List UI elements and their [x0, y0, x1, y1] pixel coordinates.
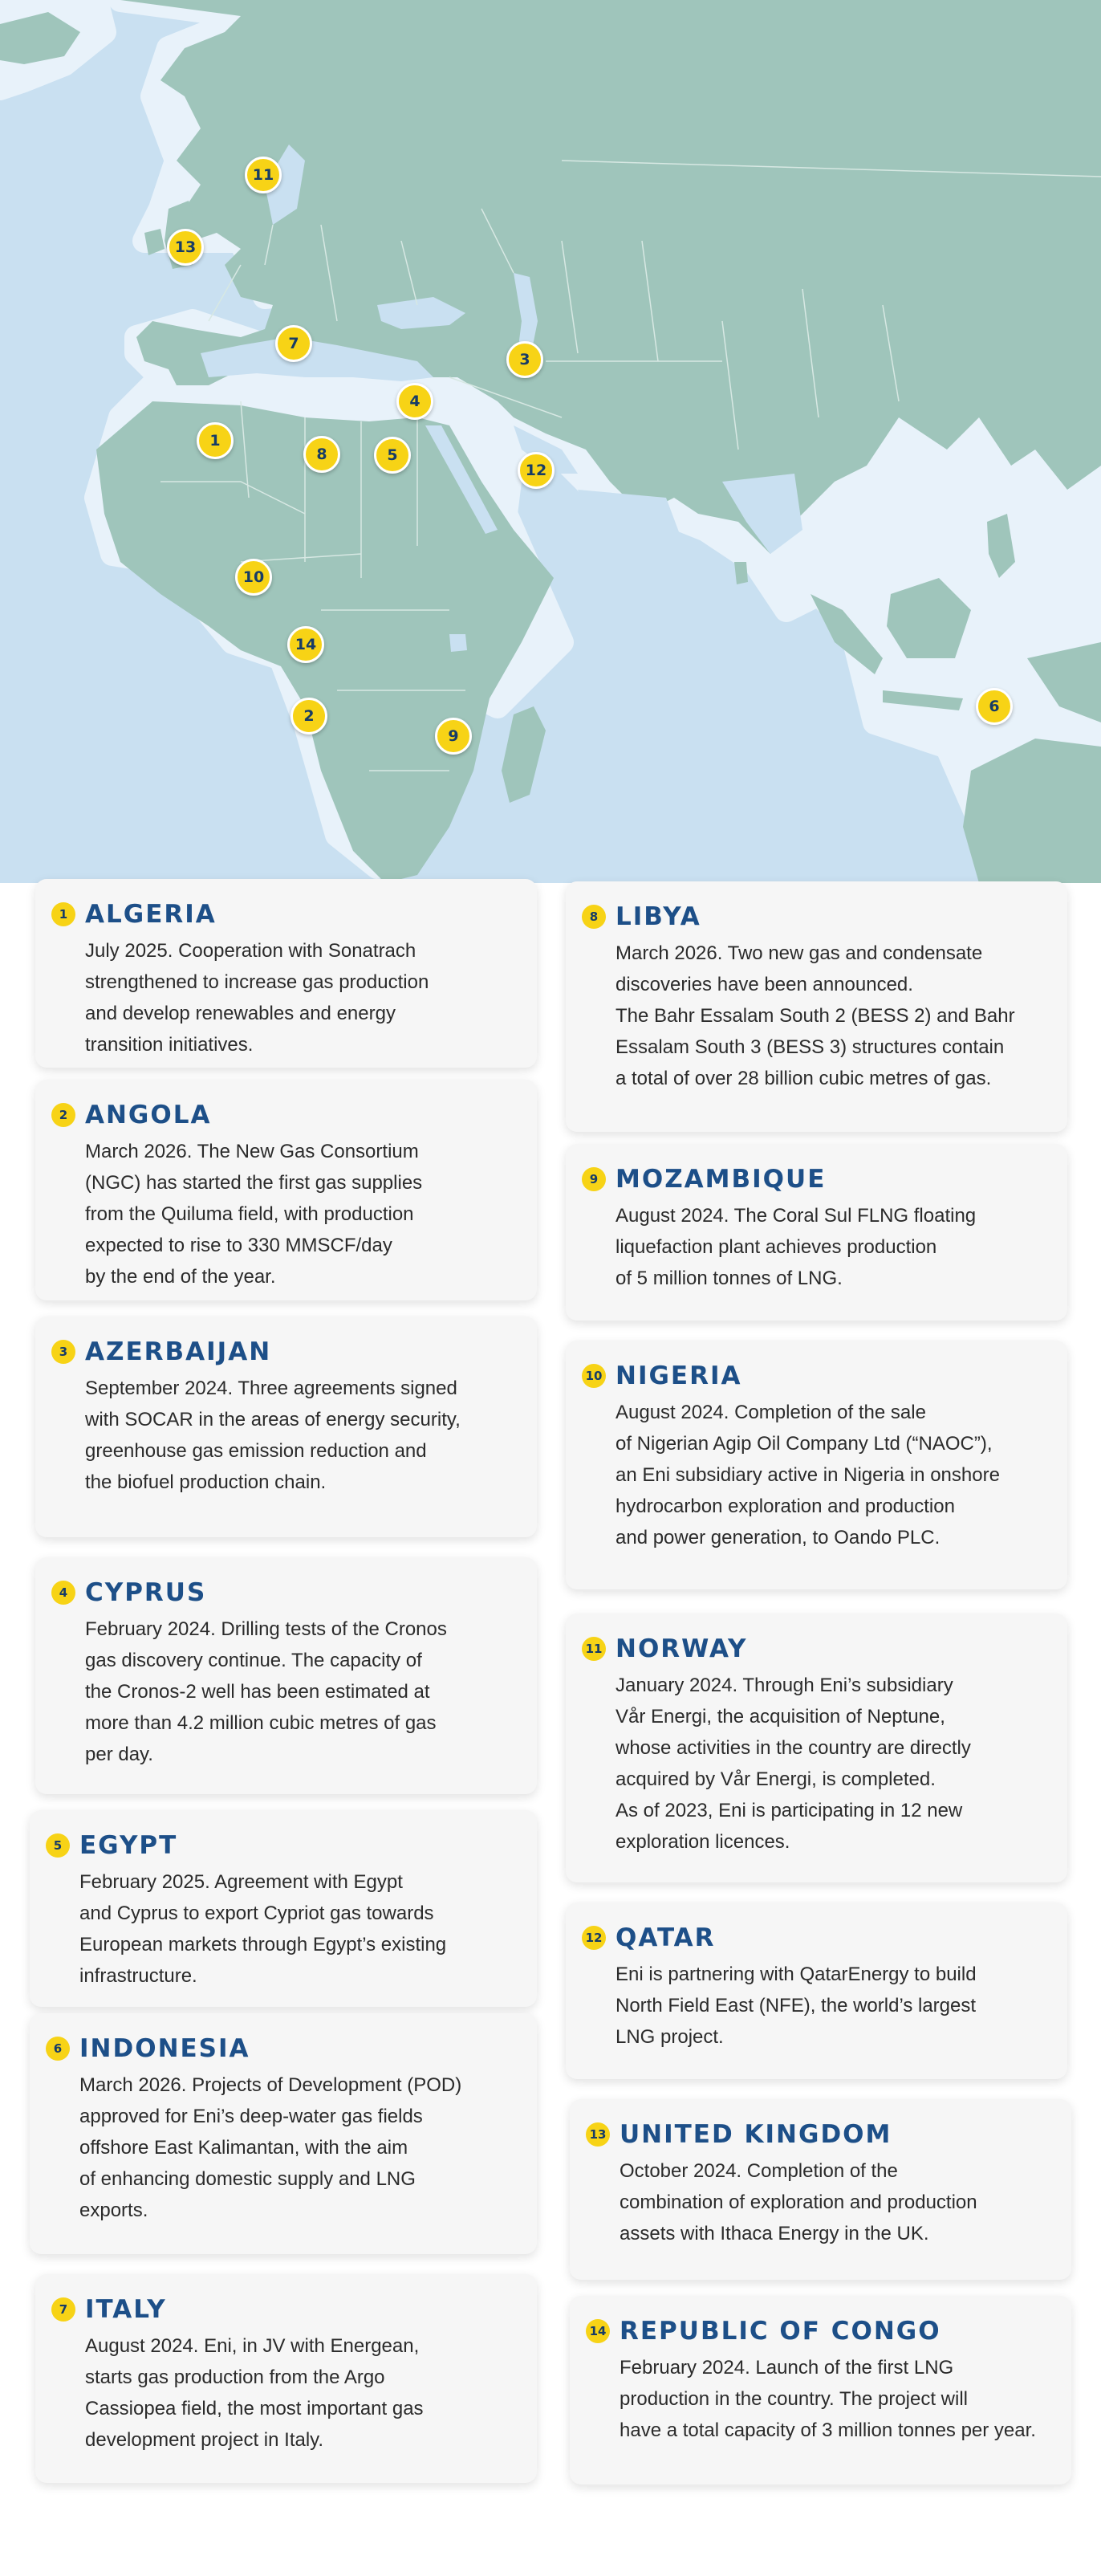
country-description: March 2026. Two new gas and condensate discoveries have been announced. The Bahr Essalam South 2 (BESS 2) and Bahr Essalam South 3 (BESS 3) structures contain a total of over 28 billion cubic metres of gas. — [616, 942, 1015, 1089]
number-badge-2: 2 — [51, 1103, 75, 1127]
map-marker-1[interactable]: 1 — [197, 422, 234, 459]
number-badge-10: 10 — [582, 1364, 606, 1388]
number-badge-9: 9 — [582, 1167, 606, 1191]
card-indonesia — [30, 2013, 537, 2254]
country-description: July 2025. Cooperation with Sonatrach strengthened to increase gas production and develop renewables and energy transition initiatives. — [85, 940, 429, 1056]
number-badge-14: 14 — [586, 2319, 610, 2343]
map-marker-2[interactable]: 2 — [290, 698, 327, 735]
number-badge-13: 13 — [586, 2122, 610, 2147]
map-background — [0, 0, 1101, 883]
card-italy — [35, 2274, 537, 2483]
map-marker-7[interactable]: 7 — [275, 325, 312, 362]
country-description: August 2024. Eni, in JV with Energean, starts gas production from the Argo Cassiopea field, the most important gas development project in Italy. — [85, 2335, 424, 2451]
country-description: March 2026. Projects of Development (POD) approved for Eni’s deep-water gas fields offshore East Kalimantan, with the aim of enhancing domestic supply and LNG exports. — [79, 2074, 462, 2221]
country-description: March 2026. The New Gas Consortium (NGC) has started the first gas supplies from the Quiluma field, with production expected to rise to 330 MMSCF/day by the end of the year. — [85, 1141, 423, 1288]
country-description: October 2024. Completion of the combination of exploration and production assets with Ithaca Energy in the UK. — [620, 2160, 977, 2244]
card-cyprus — [35, 1557, 537, 1794]
country-title: LIBYA — [616, 902, 701, 931]
map-marker-12[interactable]: 12 — [518, 452, 555, 489]
number-badge-12: 12 — [582, 1926, 606, 1950]
country-description: February 2025. Agreement with Egypt and Cyprus to export Cypriot gas towards European markets through Egypt’s existing infrastructure. — [79, 1871, 447, 1987]
card-libya — [566, 881, 1067, 1132]
number-badge-3: 3 — [51, 1340, 75, 1364]
map-marker-8[interactable]: 8 — [303, 436, 340, 473]
country-title: CYPRUS — [85, 1578, 207, 1607]
card-qatar — [566, 1902, 1067, 2079]
card-republic-of-congo — [570, 2296, 1071, 2484]
country-title: EGYPT — [79, 1831, 178, 1860]
country-description: August 2024. The Coral Sul FLNG floating liquefaction plant achieves production of 5 million tonnes of LNG. — [616, 1205, 977, 1289]
map-marker-14[interactable]: 14 — [287, 626, 324, 663]
country-title: ANGOLA — [85, 1101, 212, 1129]
lake-victoria — [449, 634, 467, 652]
country-title: ALGERIA — [85, 900, 217, 929]
number-badge-4: 4 — [51, 1581, 75, 1605]
map-marker-6[interactable]: 6 — [976, 688, 1013, 725]
card-egypt — [30, 1810, 537, 2007]
number-badge-7: 7 — [51, 2297, 75, 2322]
card-algeria — [35, 879, 537, 1068]
map-marker-10[interactable]: 10 — [235, 559, 272, 596]
country-description: August 2024. Completion of the sale of Nigerian Agip Oil Company Ltd (“NAOC”), an Eni subsidiary active in Nigeria in onshore hydrocarbon exploration and production and power generation, to Oando PLC. — [616, 1402, 1000, 1548]
country-title: INDONESIA — [79, 2034, 250, 2063]
country-description: February 2024. Launch of the first LNG production in the country. The project will have a total capacity of 3 million tonnes per year. — [620, 2357, 1036, 2441]
number-badge-5: 5 — [46, 1833, 70, 1858]
country-description: Eni is partnering with QatarEnergy to build North Field East (NFE), the world’s largest LNG project. — [616, 1964, 977, 2048]
country-description: September 2024. Three agreements signed with SOCAR in the areas of energy security, greenhouse gas emission reduction and the biofuel production chain. — [85, 1378, 461, 1493]
country-title: MOZAMBIQUE — [616, 1165, 827, 1194]
map-marker-13[interactable]: 13 — [167, 229, 204, 266]
card-nigeria — [566, 1341, 1067, 1589]
country-title: REPUBLIC OF CONGO — [620, 2317, 941, 2346]
map-marker-5[interactable]: 5 — [374, 437, 411, 474]
card-azerbaijan — [35, 1316, 537, 1537]
country-title: NIGERIA — [616, 1361, 742, 1390]
country-title: UNITED KINGDOM — [620, 2120, 892, 2149]
number-badge-6: 6 — [46, 2037, 70, 2061]
country-description: January 2024. Through Eni’s subsidiary Vår Energi, the acquisition of Neptune, whose activities in the country are directly acquired by Vår Energi, is completed. As of 2023, Eni is participating in 12 new exploration licences. — [616, 1675, 971, 1853]
map-marker-3[interactable]: 3 — [506, 341, 543, 378]
country-title: ITALY — [85, 2295, 167, 2324]
map-marker-4[interactable]: 4 — [396, 383, 433, 420]
card-mozambique — [566, 1144, 1067, 1321]
map-marker-11[interactable]: 11 — [245, 157, 282, 193]
card-norway — [566, 1614, 1067, 1882]
country-title: QATAR — [616, 1923, 716, 1952]
number-badge-8: 8 — [582, 905, 606, 929]
world-map — [0, 0, 1101, 883]
number-badge-1: 1 — [51, 902, 75, 926]
number-badge-11: 11 — [582, 1637, 606, 1661]
card-united-kingdom — [570, 2099, 1071, 2280]
map-marker-9[interactable]: 9 — [435, 718, 472, 755]
country-description: February 2024. Drilling tests of the Cronos gas discovery continue. The capacity of the Cronos-2 well has been estimated at more than 4.2 million cubic metres of gas per day. — [85, 1618, 447, 1765]
country-title: AZERBAIJAN — [85, 1337, 272, 1366]
card-angola — [35, 1080, 537, 1300]
country-title: NORWAY — [616, 1634, 748, 1663]
